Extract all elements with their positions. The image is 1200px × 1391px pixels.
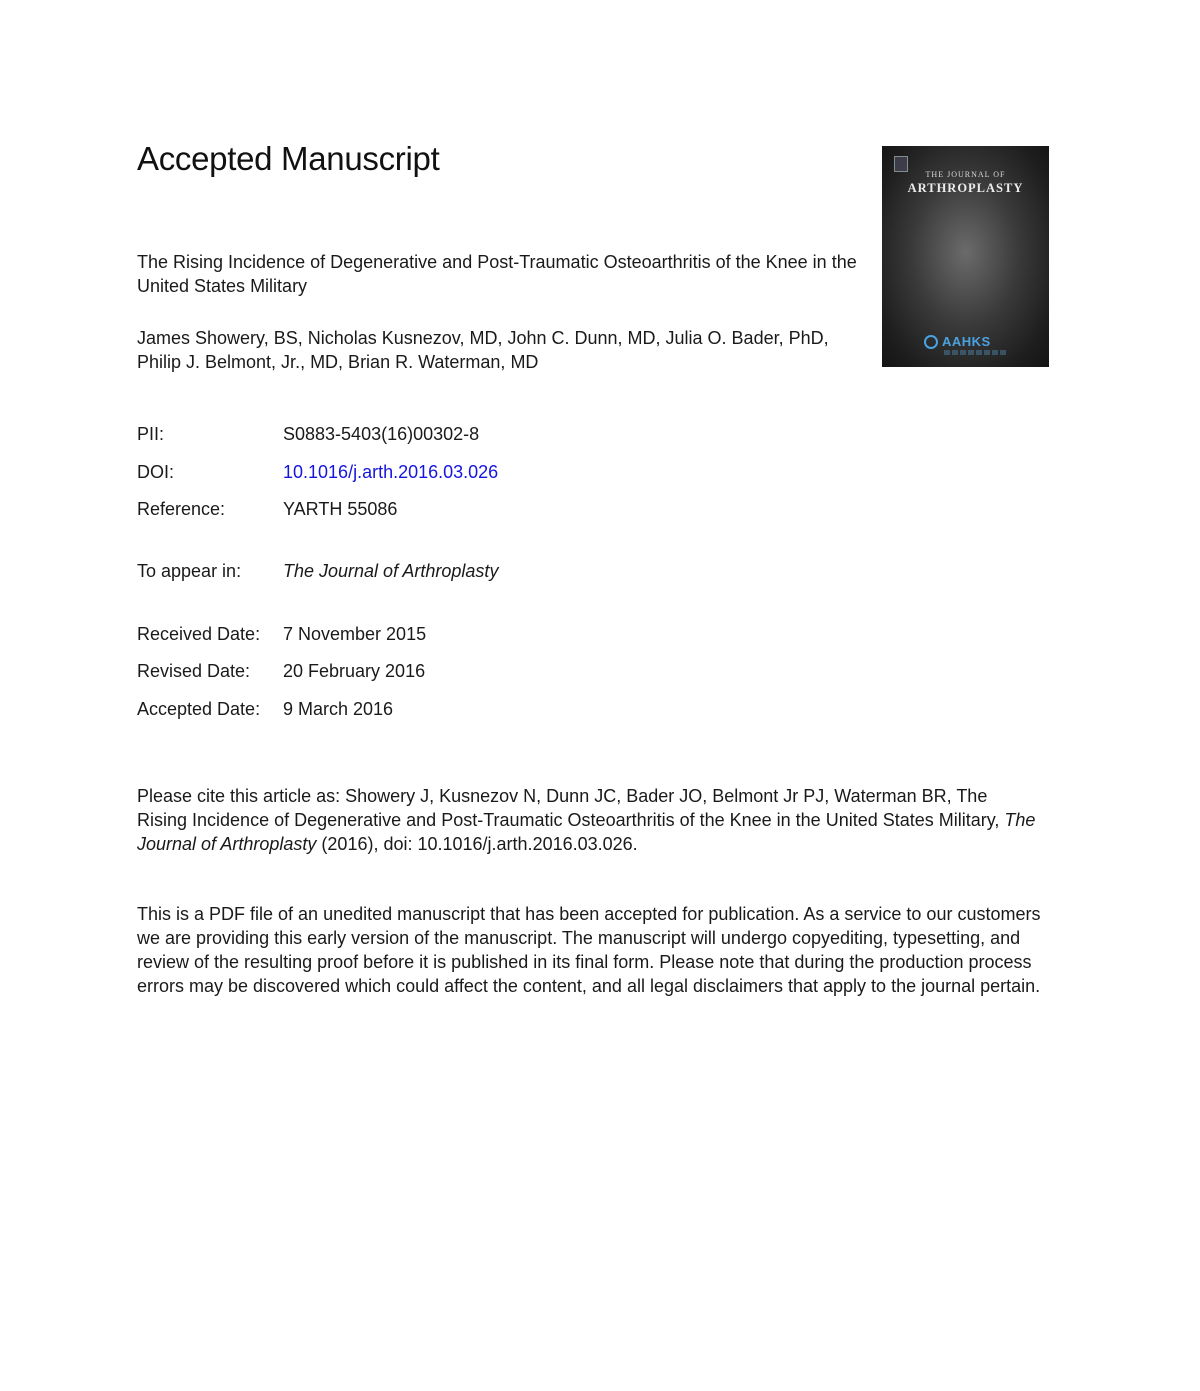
reference-value: YARTH 55086 <box>283 499 398 519</box>
aahks-mark-icon <box>924 335 938 349</box>
appear-journal: The Journal of Arthroplasty <box>283 561 499 581</box>
received-value: 7 November 2015 <box>283 624 427 644</box>
reference-label: Reference: <box>137 499 226 519</box>
accepted-label: Accepted Date: <box>137 699 261 719</box>
cover-journal-big-title: ARTHROPLASTY <box>907 181 1024 195</box>
citation-prefix: Please cite this article as: Showery J, Kusnezov N, Dunn JC, Bader JO, Belmont Jr PJ, Waterman BR, The Rising Incidence of Degenerative and Post-Traumatic Osteoarthritis of the Knee in the United States Military, <box>137 786 1005 830</box>
article-authors: James Showery, BS, Nicholas Kusnezov, MD, John C. Dunn, MD, Julia O. Bader, PhD, Philip J. Belmont, Jr., MD, Brian R. Waterman, MD <box>137 328 829 372</box>
pii-value: S0883-5403(16)00302-8 <box>283 424 480 444</box>
journal-cover-image <box>882 146 1049 367</box>
aahks-logo-text: AAHKS <box>942 334 991 349</box>
citation-suffix: (2016), doi: 10.1016/j.arth.2016.03.026. <box>316 834 638 854</box>
received-label: Received Date: <box>137 624 261 644</box>
revised-value: 20 February 2016 <box>283 661 426 681</box>
disclaimer-paragraph: This is a PDF file of an unedited manuscript that has been accepted for publication. As a service to our customers we are providing this early version of the manuscript. The manuscript will undergo copyediting, typesetting, and review of the resulting proof before it is published in its final form. Please note that during the production process errors may be discovered which could affect the content, and all legal disclaimers that apply to the journal pertain. <box>137 904 1041 996</box>
cover-journal-small-title: THE JOURNAL OF <box>925 170 1006 179</box>
article-title: The Rising Incidence of Degenerative and Post-Traumatic Osteoarthritis of the Knee in the United States Military <box>137 252 857 296</box>
aahks-logo-subtext <box>944 350 1006 355</box>
doi-link[interactable]: 10.1016/j.arth.2016.03.026 <box>283 462 499 482</box>
page-heading: Accepted Manuscript <box>137 140 440 177</box>
doi-label: DOI: <box>137 462 175 482</box>
appear-label: To appear in: <box>137 561 242 581</box>
accepted-value: 9 March 2016 <box>283 699 394 719</box>
pii-label: PII: <box>137 424 165 444</box>
revised-label: Revised Date: <box>137 661 251 681</box>
citation-journal: The Journal of Arthroplasty <box>137 810 1036 854</box>
citation-paragraph <box>137 784 1037 856</box>
aahks-logo <box>924 334 991 349</box>
